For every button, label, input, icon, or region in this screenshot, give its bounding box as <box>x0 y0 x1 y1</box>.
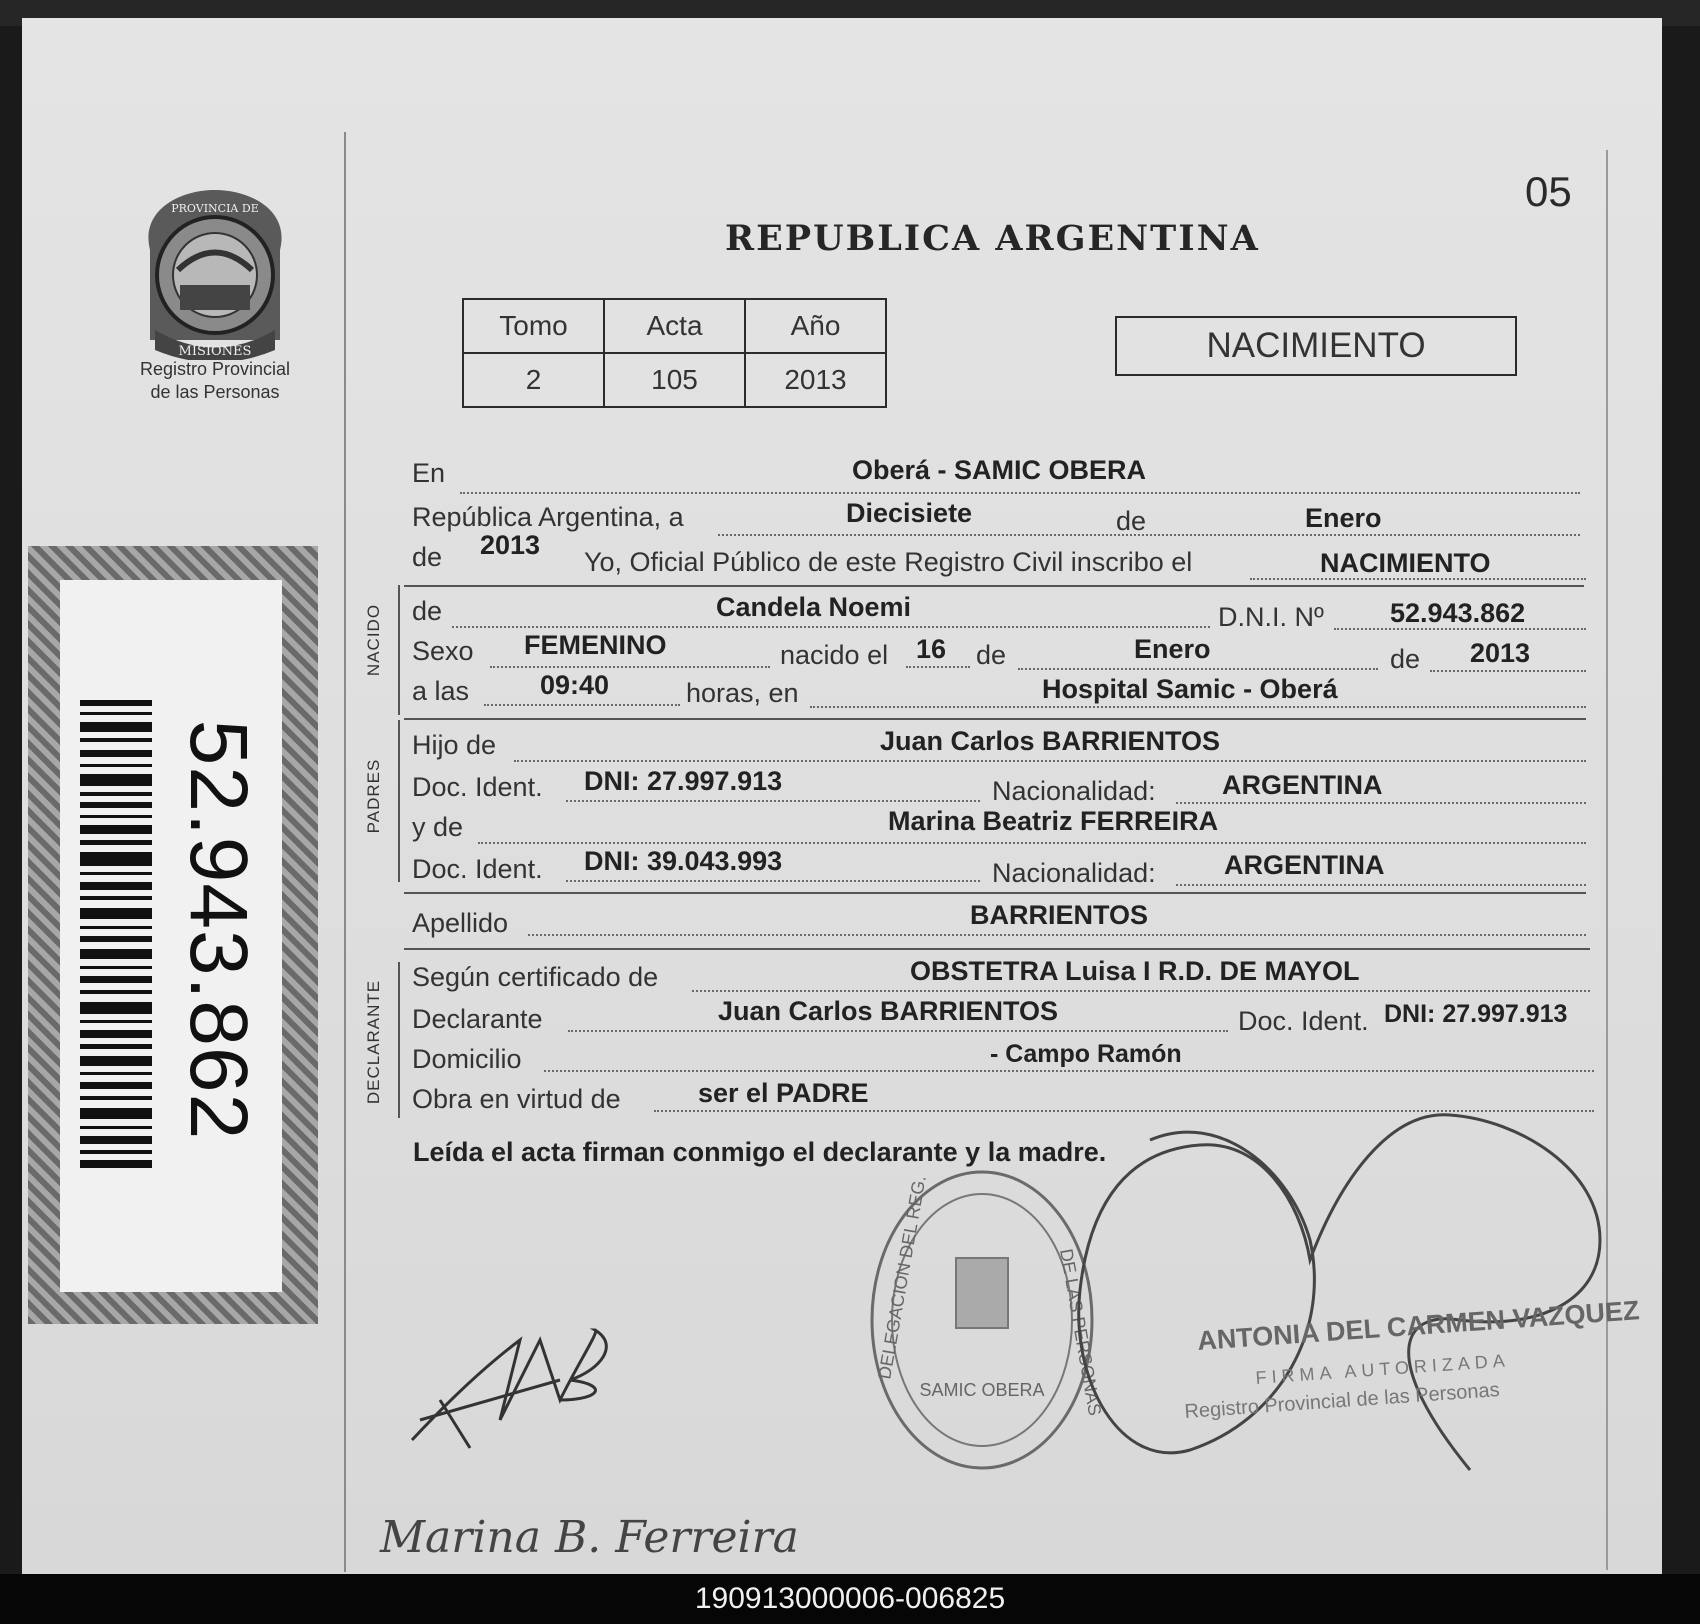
field-birth-day: 16 <box>916 634 947 664</box>
field-birth-year: 2013 <box>1470 638 1531 668</box>
registry-header-acta: Acta <box>604 299 745 353</box>
label-republica: República Argentina, a <box>412 502 684 532</box>
label-horas-en: horas, en <box>686 678 799 708</box>
field-declarante: Juan Carlos BARRIENTOS <box>718 996 1059 1026</box>
label-declarante: Declarante <box>412 1004 543 1034</box>
label-nacido-de: de <box>412 596 443 626</box>
oval-stamp-right-text: DE LAS PERSONAS <box>1056 1247 1106 1418</box>
label-en: En <box>412 458 446 488</box>
field-year: 2013 <box>480 530 541 560</box>
section-label-padres: PADRES <box>364 758 383 834</box>
section-label-nacido: NACIDO <box>364 603 383 677</box>
page-number: 05 <box>1525 168 1572 215</box>
field-obra: ser el PADRE <box>698 1078 869 1108</box>
field-child-dni: 52.943.862 <box>1390 598 1526 628</box>
field-surname: BARRIENTOS <box>970 900 1149 930</box>
official-stamp <box>1184 1295 1641 1423</box>
declarant-signature <box>412 1330 606 1448</box>
field-mother-nationality: ARGENTINA <box>1224 850 1385 880</box>
field-domicilio: - Campo Ramón <box>990 1040 1182 1068</box>
footer-id: 190913000006-006825 <box>0 1574 1700 1624</box>
official-signature <box>1079 1115 1600 1470</box>
field-father-doc: DNI: 27.997.913 <box>584 766 783 796</box>
mother-signature: Marina B. Ferreira <box>380 1512 799 1563</box>
field-place: Oberá - SAMIC OBERA <box>852 455 1147 485</box>
field-mother-name: Marina Beatriz FERREIRA <box>888 806 1219 836</box>
label-a-las: a las <box>412 676 470 706</box>
closing-statement: Leída el acta firman conmigo el declarante y la madre. <box>413 1137 1107 1167</box>
official-stamp-role: FIRMA AUTORIZADA <box>1254 1350 1511 1388</box>
barcode-dni-number: 52.943.862 <box>173 719 264 1141</box>
field-birth-place: Hospital Samic - Oberá <box>1042 674 1338 704</box>
document-title: REPUBLICA ARGENTINA <box>725 218 1260 259</box>
label-domicilio: Domicilio <box>412 1044 522 1074</box>
field-declarante-doc: DNI: 27.997.913 <box>1384 1000 1568 1028</box>
label-apellido: Apellido <box>412 908 509 938</box>
field-inscribo: NACIMIENTO <box>1320 548 1491 578</box>
field-father-name: Juan Carlos BARRIENTOS <box>880 726 1221 756</box>
label-de: de <box>1116 506 1147 536</box>
seal-caption-line2: de las Personas <box>150 382 280 402</box>
field-day: Diecisiete <box>846 498 973 528</box>
label-nacionalidad: Nacionalidad: <box>992 776 1156 806</box>
field-month: Enero <box>1305 503 1382 533</box>
label-dni: D.N.I. Nº <box>1218 602 1324 632</box>
label-de: de <box>976 640 1007 670</box>
seal-caption-line1: Registro Provincial <box>139 359 291 379</box>
label-doc-ident: Doc. Ident. <box>412 854 543 884</box>
svg-text:MISIONES: MISIONES <box>178 344 252 359</box>
label-segun: Según certificado de <box>412 962 659 992</box>
registry-value-acta: 105 <box>604 353 745 407</box>
registry-value-anio: 2013 <box>745 353 886 407</box>
label-doc-ident: Doc. Ident. <box>1238 1006 1369 1036</box>
label-nacido-el: nacido el <box>780 640 889 670</box>
label-inscribo: Yo, Oficial Público de este Registro Civil inscribo el <box>584 547 1193 577</box>
act-type-box: NACIMIENTO <box>1115 316 1517 376</box>
label-obra: Obra en virtud de <box>412 1084 621 1114</box>
label-hijo-de: Hijo de <box>412 730 497 760</box>
registry-value-tomo: 2 <box>463 353 604 407</box>
official-stamp-name: ANTONIA DEL CARMEN VAZQUEZ <box>1196 1295 1641 1356</box>
field-sexo: FEMENINO <box>524 630 667 660</box>
official-stamp-org: Registro Provincial de las Personas <box>1183 1379 1501 1423</box>
oval-stamp-inner-text: SAMIC OBERA <box>919 1380 1045 1400</box>
field-child-name: Candela Noemi <box>716 592 912 622</box>
field-time: 09:40 <box>540 670 610 700</box>
label-de: de <box>1390 644 1421 674</box>
field-father-nationality: ARGENTINA <box>1222 770 1383 800</box>
svg-text:PROVINCIA DE: PROVINCIA DE <box>171 202 259 215</box>
oval-stamp <box>872 1172 1105 1468</box>
label-doc-ident: Doc. Ident. <box>412 772 543 802</box>
label-nacionalidad: Nacionalidad: <box>992 858 1156 888</box>
registry-header-tomo: Tomo <box>463 299 604 353</box>
oval-stamp-left-text: DELEGACION DEL REG. <box>874 1173 930 1381</box>
label-sexo: Sexo <box>412 636 474 666</box>
section-label-declarante: DECLARANTE <box>364 979 383 1105</box>
field-birth-month: Enero <box>1134 634 1211 664</box>
label-de-year: de <box>412 542 443 572</box>
field-mother-doc: DNI: 39.043.993 <box>584 846 783 876</box>
field-certificado: OBSTETRA Luisa I R.D. DE MAYOL <box>910 956 1360 986</box>
label-y-de: y de <box>412 812 464 842</box>
registry-header-anio: Año <box>745 299 886 353</box>
